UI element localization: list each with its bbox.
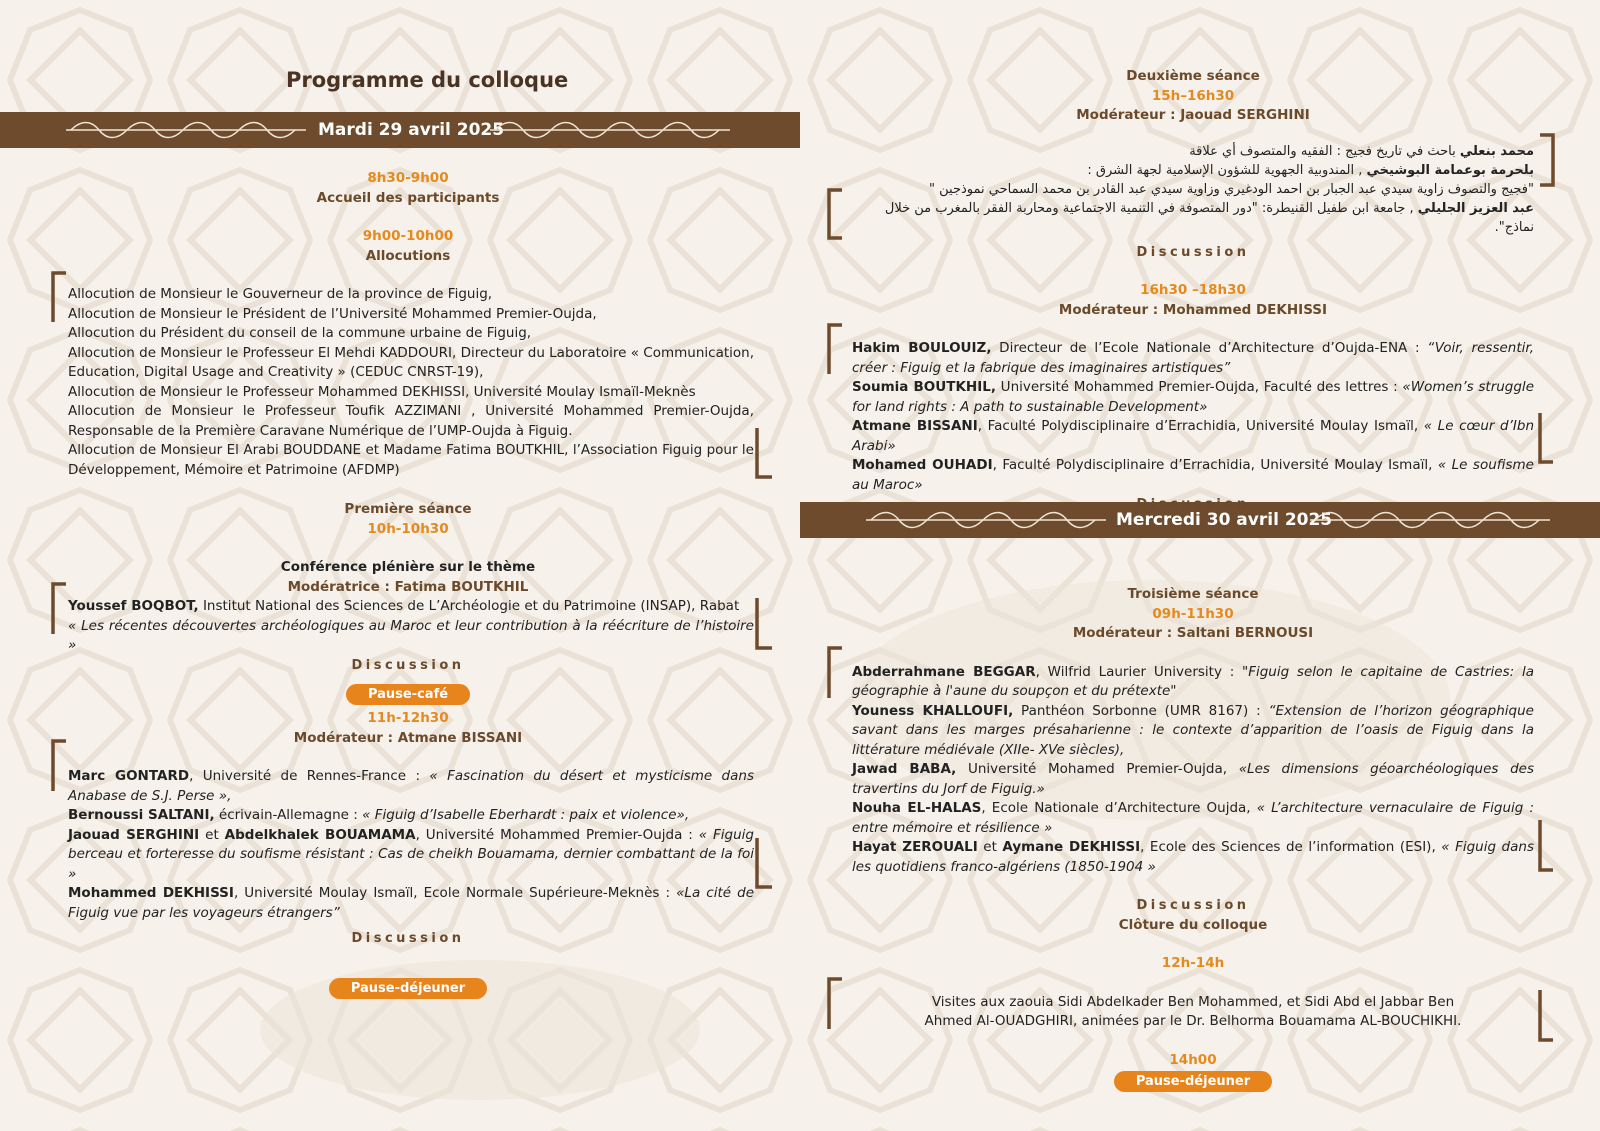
- talk-title: «Women’s struggle for land rights : A path to sustainable Development»: [852, 379, 1534, 415]
- speaker-name: Atmane BISSANI: [852, 418, 978, 434]
- talk-title: "Figuig selon le capitaine de Castries: la géographie à l'aune du soupçon et du prétexte": [852, 663, 1534, 699]
- time-slot: 10h-10h30: [367, 520, 449, 537]
- speaker-affiliation: , المندوبية الجهوية للشؤون الإسلامية لجهة الشرق :: [1087, 162, 1367, 178]
- discussion-label: Discussion: [351, 657, 465, 673]
- moderator: Modérateur : Atmane BISSANI: [293, 729, 523, 746]
- speaker-name: بلحرمة بوعمامة البوشيخي: [1366, 162, 1534, 178]
- speaker-name: محمد بنعلي: [1459, 143, 1534, 159]
- speaker-name: Youssef BOQBOT,: [68, 598, 199, 614]
- speaker-name: عبد العزيز الجليلي: [1417, 200, 1534, 216]
- closing-label: Clôture du colloque: [1118, 916, 1268, 933]
- speaker-name: Bernoussi SALTANI,: [68, 807, 215, 823]
- speaker-name: Mohamed OUHADI: [852, 457, 993, 473]
- pause-dejeuner-badge: Pause-déjeuner: [329, 978, 487, 999]
- conference-title: Conférence plénière sur le thème: [280, 559, 536, 575]
- left-column: [62, 169, 754, 999]
- speaker-affiliation: écrivain-Allemagne :: [214, 807, 363, 823]
- talk-title: “Extension de l’horizon géographique savant dans les marges présaharienne : le contexte d’apparition de l’oasis de Figuig dans la littérature médiévale (XIIe- XVe siècles),: [852, 702, 1534, 758]
- speaker-name: Jawad BABA,: [852, 761, 957, 777]
- session-label: Deuxième séance: [1126, 68, 1260, 84]
- speaker-name: Aymane DEKHISSI: [1002, 839, 1141, 855]
- pause-dejeuner-badge: Pause-déjeuner: [1114, 1071, 1272, 1092]
- speaker-affiliation: , Université Mohammed Premier-Oujda :: [415, 826, 699, 843]
- moderator: Modératrice : Fatima BOUTKHIL: [287, 578, 529, 595]
- session-label: Accueil des participants: [316, 189, 500, 206]
- talk-title: « Le soufisme au Maroc»: [852, 457, 1534, 493]
- speaker-affiliation: , Faculté Polydisciplinaire d’Errachidia, Université Moulay Ismaïl,: [992, 457, 1438, 473]
- time-slot: 15h–16h30: [1151, 87, 1235, 104]
- allocutions-list: Allocution de Monsieur le Gouverneur de la province de Figuig, Allocution de Monsieur le Président de l’Université Mohammed Premier-Oujda, Allocution du Président du conseil de la commune urbaine de Figuig, Allocution de Monsieur le Professeur El Mehdi KADDOURI, Directeur du Laboratoire « Communication, Education, Digital Usage and Creativity » (CEDUC CNRST-19), Allocution de Monsieur le Professeur Mohammed DEKHISSI, Université Moulay Ismaïl-Meknès Allocution de Monsieur le Professeur Toufik AZZIMANI , Université Mohammed Premier-Oujda, Responsable de la Première Caravane Numérique de l’UMP-Oujda à Figuig. Allocution de Monsieur El Arabi BOUDDANE et Madame Fatima BOUTKHIL, l’Association Figuig pour le Développement, Mémoire et Patrimoine (AFDMP): [68, 286, 755, 478]
- talk-title: باحث في تاريخ فجيج : الفقيه والمتصوف أي علاقة: [1189, 143, 1460, 159]
- speaker-affiliation: Université Mohammed Premier-Oujda, Faculté des lettres :: [995, 379, 1403, 395]
- speaker-affiliation: Directeur de l’Ecole Nationale d’Architecture d’Oujda-ENA :: [991, 340, 1428, 356]
- talk-title: « Figuig d’Isabelle Eberhardt : paix et violence»,: [362, 807, 690, 823]
- time-slot: 16h30 –18h30: [1140, 282, 1246, 298]
- day2-label: Mercredi 30 avril 2025: [1116, 510, 1333, 530]
- speaker-affiliation: Université Mohamed Premier-Oujda,: [956, 761, 1239, 777]
- time-slot: 09h-11h30: [1152, 605, 1234, 622]
- talk-title: "فجيج والتصوف زاوية سيدي عبد الجبار بن احمد الودغيري وزاوية سيدي عبد القادر بن محمد السماحي نموذجين ": [929, 181, 1534, 197]
- day1-label: Mardi 29 avril 2025: [318, 120, 505, 140]
- talk-title: « Figuig dans les quotidiens franco-algériens (1850-1904 »: [852, 839, 1534, 875]
- time-slot: 12h-14h: [1161, 955, 1225, 971]
- speaker-affiliation: , Faculté Polydisciplinaire d’Errachidia, Université Moulay Ismaïl,: [977, 418, 1424, 434]
- talk-title: , جامعة ابن طفيل القنيطرة: "دور المتصوفة في التنمية الاجتماعية ومحاربة الفقر بالمغرب من خلال نماذج".: [884, 200, 1534, 235]
- talk-title: « Le cœur d’Ibn Arabi»: [852, 418, 1535, 454]
- conjunction: et: [199, 826, 225, 843]
- time-slot: 9h00-10h00: [362, 228, 454, 244]
- right-column: [852, 67, 1534, 515]
- talk-title: « Figuig berceau et forteresse du soufisme résistant : Cas de cheikh Bouamama, dernier combattant de la foi »: [68, 826, 754, 882]
- pause-cafe-badge: Pause-café: [346, 684, 470, 705]
- conjunction: et: [977, 839, 1003, 855]
- moderator: Modérateur : Jaouad SERGHINI: [1076, 107, 1310, 123]
- speaker-affiliation: , Université de Rennes-France :: [189, 768, 430, 784]
- time-slot: 11h-12h30: [367, 710, 449, 726]
- moderator: Modérateur : Saltani BERNOUSI: [1072, 625, 1314, 641]
- talk-title: « L’architecture vernaculaire de Figuig : entre mémoire et résilience »: [852, 800, 1534, 836]
- session-label: Troisième séance: [1127, 586, 1259, 602]
- speaker-affiliation: , Ecole des Sciences de l’information (ESI),: [1140, 839, 1442, 855]
- discussion-label: Discussion: [351, 931, 465, 946]
- session-talks: [852, 663, 1534, 878]
- discussion-label: Discussion: [1136, 497, 1250, 512]
- speaker-affiliation: Panthéon Sorbonne (UMR 8167) :: [1013, 702, 1269, 719]
- talk-title: «Les dimensions géoarchéologiques des travertins du Jorf de Figuig.»: [852, 761, 1535, 797]
- speaker-affiliation: , Université Moulay Ismaïl, Ecole Normale Supérieure-Meknès :: [233, 885, 677, 901]
- conference-speaker: [68, 597, 754, 656]
- speaker-name: Abderrahmane BEGGAR: [852, 663, 1036, 680]
- speaker-affiliation: , Wilfrid Laurier University :: [1035, 663, 1242, 680]
- session-talks: [68, 767, 754, 923]
- page-title: Programme du colloque: [286, 68, 569, 92]
- speaker-name: Nouha EL-HALAS: [852, 800, 982, 816]
- speaker-name: Soumia BOUTKHIL,: [852, 379, 996, 395]
- discussion-label: Discussion: [1136, 244, 1250, 260]
- moderator: Modérateur : Mohammed DEKHISSI: [1058, 301, 1328, 318]
- talk-title: «La cité de Figuig vue par les voyageurs étrangers”: [68, 885, 754, 921]
- session-label: Allocutions: [365, 247, 451, 264]
- speaker-name: Hayat ZEROUALI: [852, 839, 978, 855]
- visits-text: Visites aux zaouia Sidi Abdelkader Ben Mohammed, et Sidi Abd el Jabbar Ben Ahmed Al-OUADGHIRI, animées par le Dr. Belhorma Bouamama AL-BOUCHIKHI.: [924, 993, 1462, 1029]
- discussion-label: Discussion: [1136, 898, 1250, 913]
- speaker-name: Mohammed DEKHISSI: [68, 885, 234, 901]
- speaker-affiliation: , Ecole Nationale d’Architecture Oujda,: [981, 800, 1257, 816]
- speaker-name: Hakim BOULOUIZ,: [852, 340, 992, 356]
- speaker-name: Marc GONTARD: [68, 768, 190, 784]
- speaker-name: Youness KHALLOUFI,: [852, 702, 1014, 719]
- right-column-day2: [852, 585, 1534, 1092]
- speaker-affiliation: Institut National des Sciences de L’Archéologie et du Patrimoine (INSAP), Rabat: [198, 598, 740, 614]
- talk-title: « Les récentes découvertes archéologiques au Maroc et leur contribution à la réécriture de l’histoire »: [68, 617, 754, 653]
- arabic-talks: [852, 142, 1534, 237]
- speaker-name: Abdelkhalek BOUAMAMA: [224, 826, 416, 843]
- time-slot: 8h30-9h00: [367, 170, 449, 186]
- session-label: Première séance: [344, 501, 472, 517]
- talk-title: “Voir, ressentir, créer : Figuig et la fabrique des imaginaires artistiques”: [852, 340, 1534, 376]
- time-slot: 14h00: [1169, 1051, 1217, 1068]
- talk-title: « Fascination du désert et mysticisme dans Anabase de S.J. Perse »,: [68, 768, 754, 804]
- session-talks: [852, 339, 1534, 495]
- speaker-name: Jaouad SERGHINI: [68, 826, 200, 843]
